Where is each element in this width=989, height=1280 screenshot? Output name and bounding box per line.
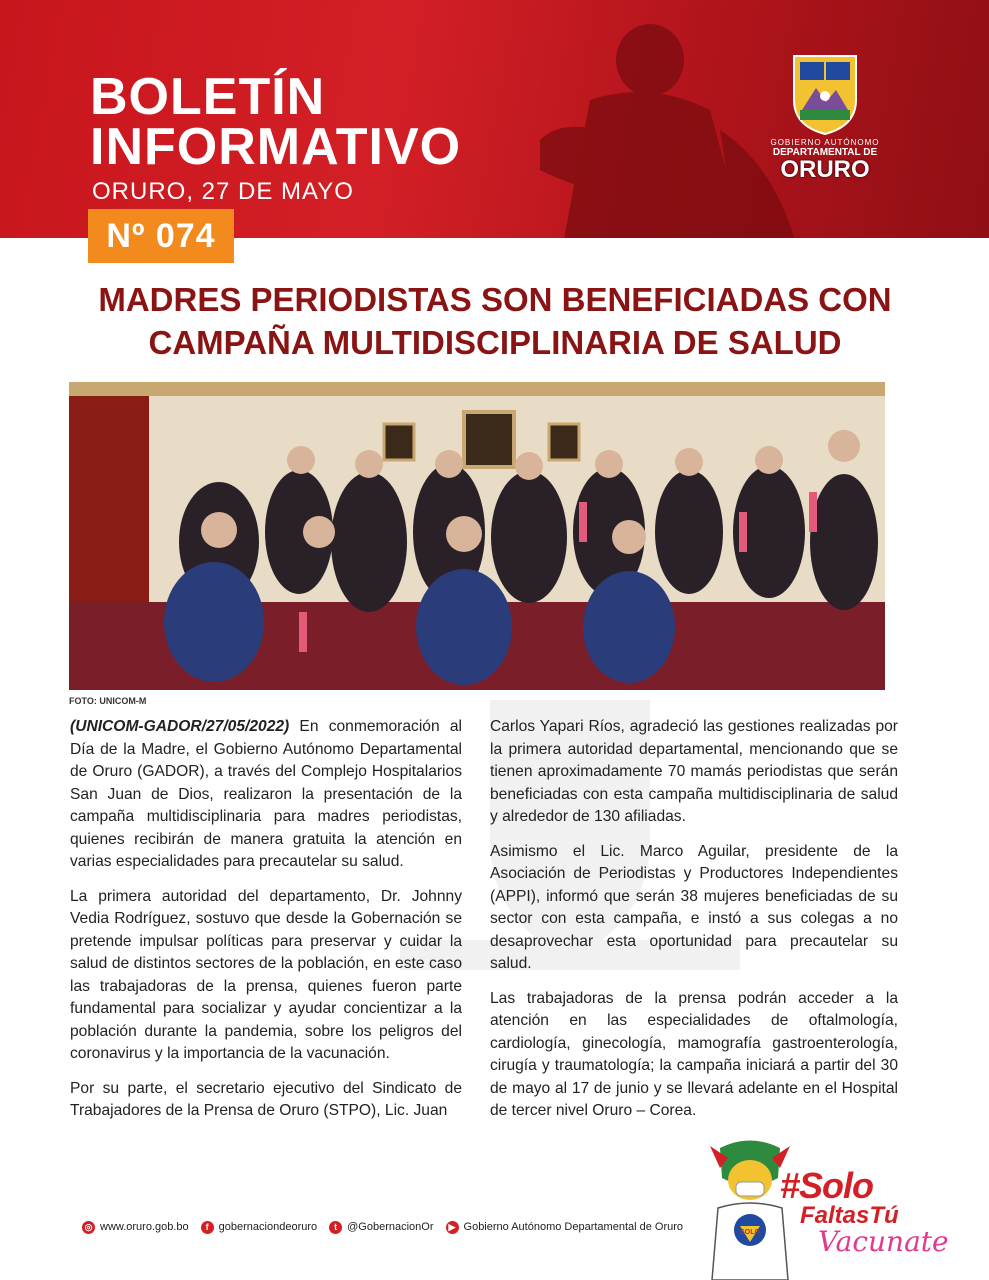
logo-line3: ORURO <box>780 156 870 183</box>
footer-web-label: www.oruro.gob.bo <box>100 1221 189 1233</box>
footer-web[interactable] <box>82 1221 189 1234</box>
article-headline <box>70 278 920 364</box>
paragraph-3: Por su parte, el secretario ejecutivo del Sindicato de Trabajadores de la Prensa de Oruro (STPO), Lic. Juan <box>70 1079 462 1119</box>
group-photo-illustration <box>69 382 885 690</box>
paragraph-6: Las trabajadoras de la prensa podrán acceder a la atención en las especialidades de oftalmología, cardiología, ginecología, mamografía gastroenterología, cirugía y traumatología; la campaña iniciará a partir del 30 de mayo al 17 de junio y se llevará adelante en el Hospital de tercer nivel Oruro – Corea. <box>490 989 898 1119</box>
globe-icon: ◎ <box>82 1221 95 1234</box>
coat-of-arms-icon <box>786 50 864 136</box>
paragraph-2: La primera autoridad del departamento, Dr. Johnny Vedia Rodríguez, sostuvo que desde la Gobernación se pretende impulsar políticas para preservar y cuidar la salud de distintos sectores de la población, en este caso las trabajadoras de la prensa, quienes fueron parte fundamental para socializar y ayudar concientizar a la población durante la pandemia, sobre los peligros del coronavirus y la importancia de la vacunación. <box>70 887 462 1062</box>
footer-facebook[interactable] <box>201 1221 317 1234</box>
campaign-vacunate: Vacunate <box>818 1225 949 1258</box>
campaign-hashtag: #Solo <box>780 1165 874 1206</box>
logo-line2: DEPARTAMENTAL DE <box>772 147 878 158</box>
headline-line2: CAMPAÑA MULTIDISCIPLINARIA DE SALUD <box>148 324 842 361</box>
footer-youtube[interactable] <box>446 1221 684 1234</box>
government-logo <box>760 50 890 200</box>
article-column-left <box>70 716 462 1135</box>
footer-youtube-label: Gobierno Autónomo Departamental de Oruro <box>463 1221 684 1233</box>
footer-facebook-label: gobernaciondeoruro <box>218 1221 318 1233</box>
mascot-badge-text: SOLO <box>740 1229 760 1236</box>
logo-line1: GOBIERNO AUTÓNOMO <box>770 138 880 147</box>
paragraph-1 <box>70 716 462 874</box>
facebook-icon: f <box>201 1221 214 1234</box>
dateline: (UNICOM-GADOR/27/05/2022) <box>70 718 290 735</box>
paragraph-5: Asimismo el Lic. Marco Aguilar, presidente de la Asociación de Periodistas y Productores Independientes (APPI), informó que serán 38 mujeres beneficiadas de su sector con esta campaña, e instó a sus colegas a no desaprovechar esta oportunidad para precautelar su salud. <box>490 842 898 972</box>
header-banner <box>0 0 989 238</box>
paragraph-4: Carlos Yapari Ríos, agradeció las gestiones realizadas por la primera autoridad departamental, mencionando que se tienen aproximadamente 70 mamás periodistas que serán beneficiadas con esta campaña multidisciplinaria de salud y alrededor de 130 afiliadas. <box>490 718 898 825</box>
campaign-logo <box>780 1165 960 1258</box>
bulletin-number-badge: Nº 074 <box>88 209 234 263</box>
youtube-icon: ▶ <box>446 1221 459 1234</box>
bulletin-title-line1: BOLETÍN <box>90 68 326 126</box>
bulletin-title-line2: INFORMATIVO <box>90 118 462 176</box>
footer-twitter[interactable] <box>329 1221 433 1234</box>
bulletin-date: ORURO, 27 DE MAYO <box>92 178 354 205</box>
campaign-subtitle: FaltasTú <box>800 1202 899 1229</box>
headline-line1: MADRES PERIODISTAS SON BENEFICIADAS CON <box>98 281 892 318</box>
group-photo <box>69 382 885 690</box>
photo-caption: FOTO: UNICOM-M <box>69 696 147 706</box>
article-column-right <box>490 716 898 1135</box>
footer-twitter-label: @GobernacionOr <box>347 1221 434 1233</box>
footer-social-links <box>82 1218 695 1236</box>
twitter-icon: t <box>329 1221 342 1234</box>
paragraph-1-text: En conmemoración al Día de la Madre, el Gobierno Autónomo Departamental de Oruro (GADOR), a través del Complejo Hospitalarios San Juan de Dios, realizaron la presentación de la campaña multidisciplinaria para madres periodistas, quienes recibirán de manera gratuita la atención en varias especialidades para precautelar su salud. <box>70 718 462 870</box>
